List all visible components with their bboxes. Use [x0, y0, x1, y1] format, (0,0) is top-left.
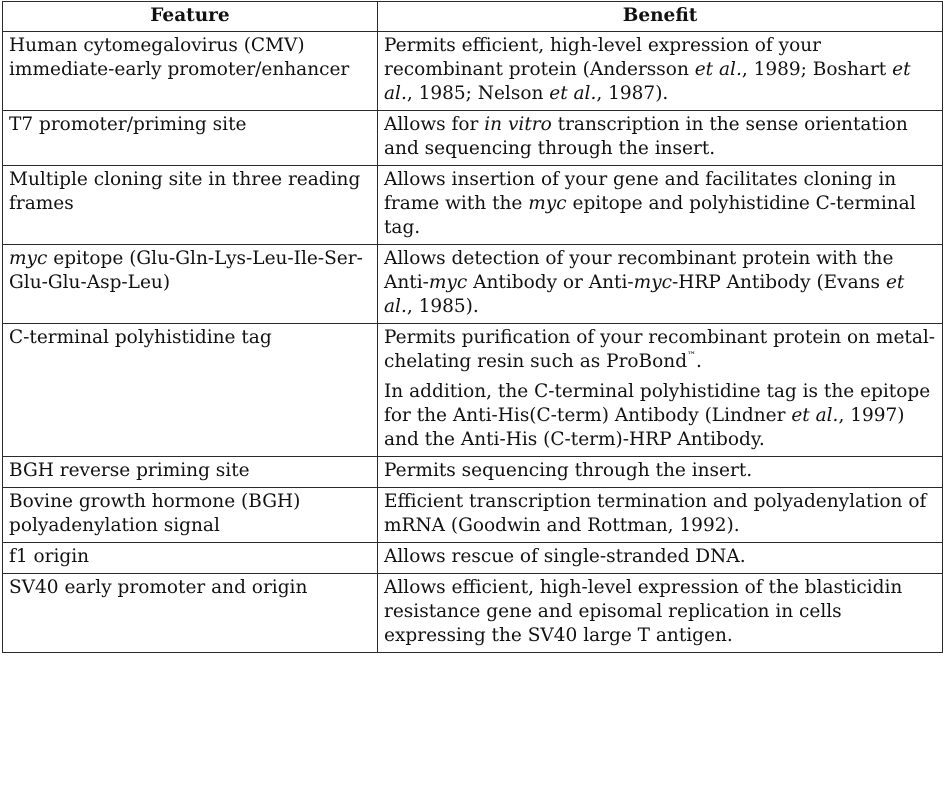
text-run: , 1989; Boshart [741, 59, 893, 80]
feature-benefit-table [2, 1, 943, 653]
feature-column-header: Feature [3, 2, 378, 32]
table-row [3, 488, 943, 543]
table-body [3, 32, 943, 653]
benefit-cell [378, 488, 943, 543]
benefit-paragraph [384, 326, 936, 374]
italic-text: et al. [791, 405, 839, 426]
feature-cell [3, 574, 378, 653]
feature-cell [3, 245, 378, 324]
text-run: Antibody or Anti- [467, 272, 634, 293]
text-run: SV40 early promoter and origin [9, 577, 308, 598]
table-row [3, 111, 943, 166]
table-row [3, 166, 943, 245]
benefit-cell [378, 166, 943, 245]
text-run: Allows efficient, high-level expression of the blasticidin resistance gene and episomal replication in cells expressing the SV40 large T antigen. [384, 577, 903, 646]
benefit-paragraph [384, 113, 936, 161]
benefit-cell [378, 245, 943, 324]
italic-text: et al. [549, 83, 597, 104]
text-run: epitope (Glu-Gln-Lys-Leu-Ile-Ser-Glu-Glu-Asp-Leu) [9, 248, 363, 293]
text-run: , 1985; Nelson [406, 83, 550, 104]
italic-text: myc [9, 248, 48, 269]
benefit-paragraph [384, 459, 936, 483]
italic-text: myc [528, 193, 567, 214]
text-run: Efficient transcription termination and polyadenylation of mRNA (Goodwin and Rottman, 1992). [384, 491, 927, 536]
feature-cell [3, 457, 378, 488]
table-row [3, 324, 943, 457]
benefit-paragraph [384, 380, 936, 452]
feature-cell [3, 488, 378, 543]
text-run: Allows detection of your recombinant protein with the Anti- [384, 248, 894, 293]
benefit-paragraph [384, 576, 936, 648]
benefit-cell [378, 574, 943, 653]
feature-cell [3, 166, 378, 245]
italic-text: myc [633, 272, 673, 293]
benefit-paragraph [384, 545, 936, 569]
trademark-symbol: ™ [687, 351, 697, 361]
benefit-cell [378, 324, 943, 457]
text-run: , 1997) and the Anti-His (C-term)-HRP Antibody. [384, 405, 905, 450]
feature-cell [3, 543, 378, 574]
italic-text: myc [428, 272, 468, 293]
text-run: transcription in the sense orientation and sequencing through the insert. [384, 114, 908, 159]
text-run: , 1985). [406, 296, 479, 317]
benefit-paragraph [384, 490, 936, 538]
text-run: BGH reverse priming site [9, 460, 250, 481]
benefit-cell [378, 457, 943, 488]
feature-cell [3, 324, 378, 457]
text-run: Bovine growth hormone (BGH) polyadenylation signal [9, 491, 301, 536]
header-row [3, 2, 943, 32]
benefit-cell [378, 32, 943, 111]
italic-text: et al. [384, 272, 905, 317]
benefit-column-header: Benefit [378, 2, 943, 32]
benefit-cell [378, 543, 943, 574]
text-run: T7 promoter/priming site [9, 114, 247, 135]
text-run: , 1987). [596, 83, 669, 104]
benefit-paragraph [384, 34, 936, 106]
feature-cell [3, 111, 378, 166]
table-row [3, 457, 943, 488]
text-run: In addition, the C-terminal polyhistidine tag is the epitope for the Anti-His(C-term) Antibody (Lindner [384, 381, 931, 426]
table-row [3, 543, 943, 574]
benefit-cell [378, 111, 943, 166]
italic-text: in vitro [484, 114, 552, 135]
text-run: Human cytomegalovirus (CMV) immediate-early promoter/enhancer [9, 35, 350, 80]
text-run: C-terminal polyhistidine tag [9, 327, 272, 348]
text-run: f1 origin [9, 546, 90, 567]
table-row [3, 245, 943, 324]
text-run: epitope and polyhistidine C-terminal tag. [384, 193, 916, 238]
text-run: Permits sequencing through the insert. [384, 460, 753, 481]
text-run: -HRP Antibody (Evans [672, 272, 886, 293]
table-row [3, 574, 943, 653]
text-run: Multiple cloning site in three reading frames [9, 169, 361, 214]
feature-cell [3, 32, 378, 111]
table-row [3, 32, 943, 111]
text-run: Permits efficient, high-level expression of your recombinant protein (Andersson [384, 35, 821, 80]
italic-text: et al. [384, 59, 911, 104]
benefit-paragraph [384, 168, 936, 240]
benefit-paragraph [384, 247, 936, 319]
text-run: Permits purification of your recombinant protein on metal-chelating resin such as ProBond [384, 327, 936, 372]
text-run: Allows rescue of single-stranded DNA. [384, 546, 746, 567]
text-run: . [696, 351, 702, 372]
italic-text: et al. [694, 59, 742, 80]
text-run: Allows for [384, 114, 485, 135]
text-run: Allows insertion of your gene and facilitates cloning in frame with the [384, 169, 897, 214]
